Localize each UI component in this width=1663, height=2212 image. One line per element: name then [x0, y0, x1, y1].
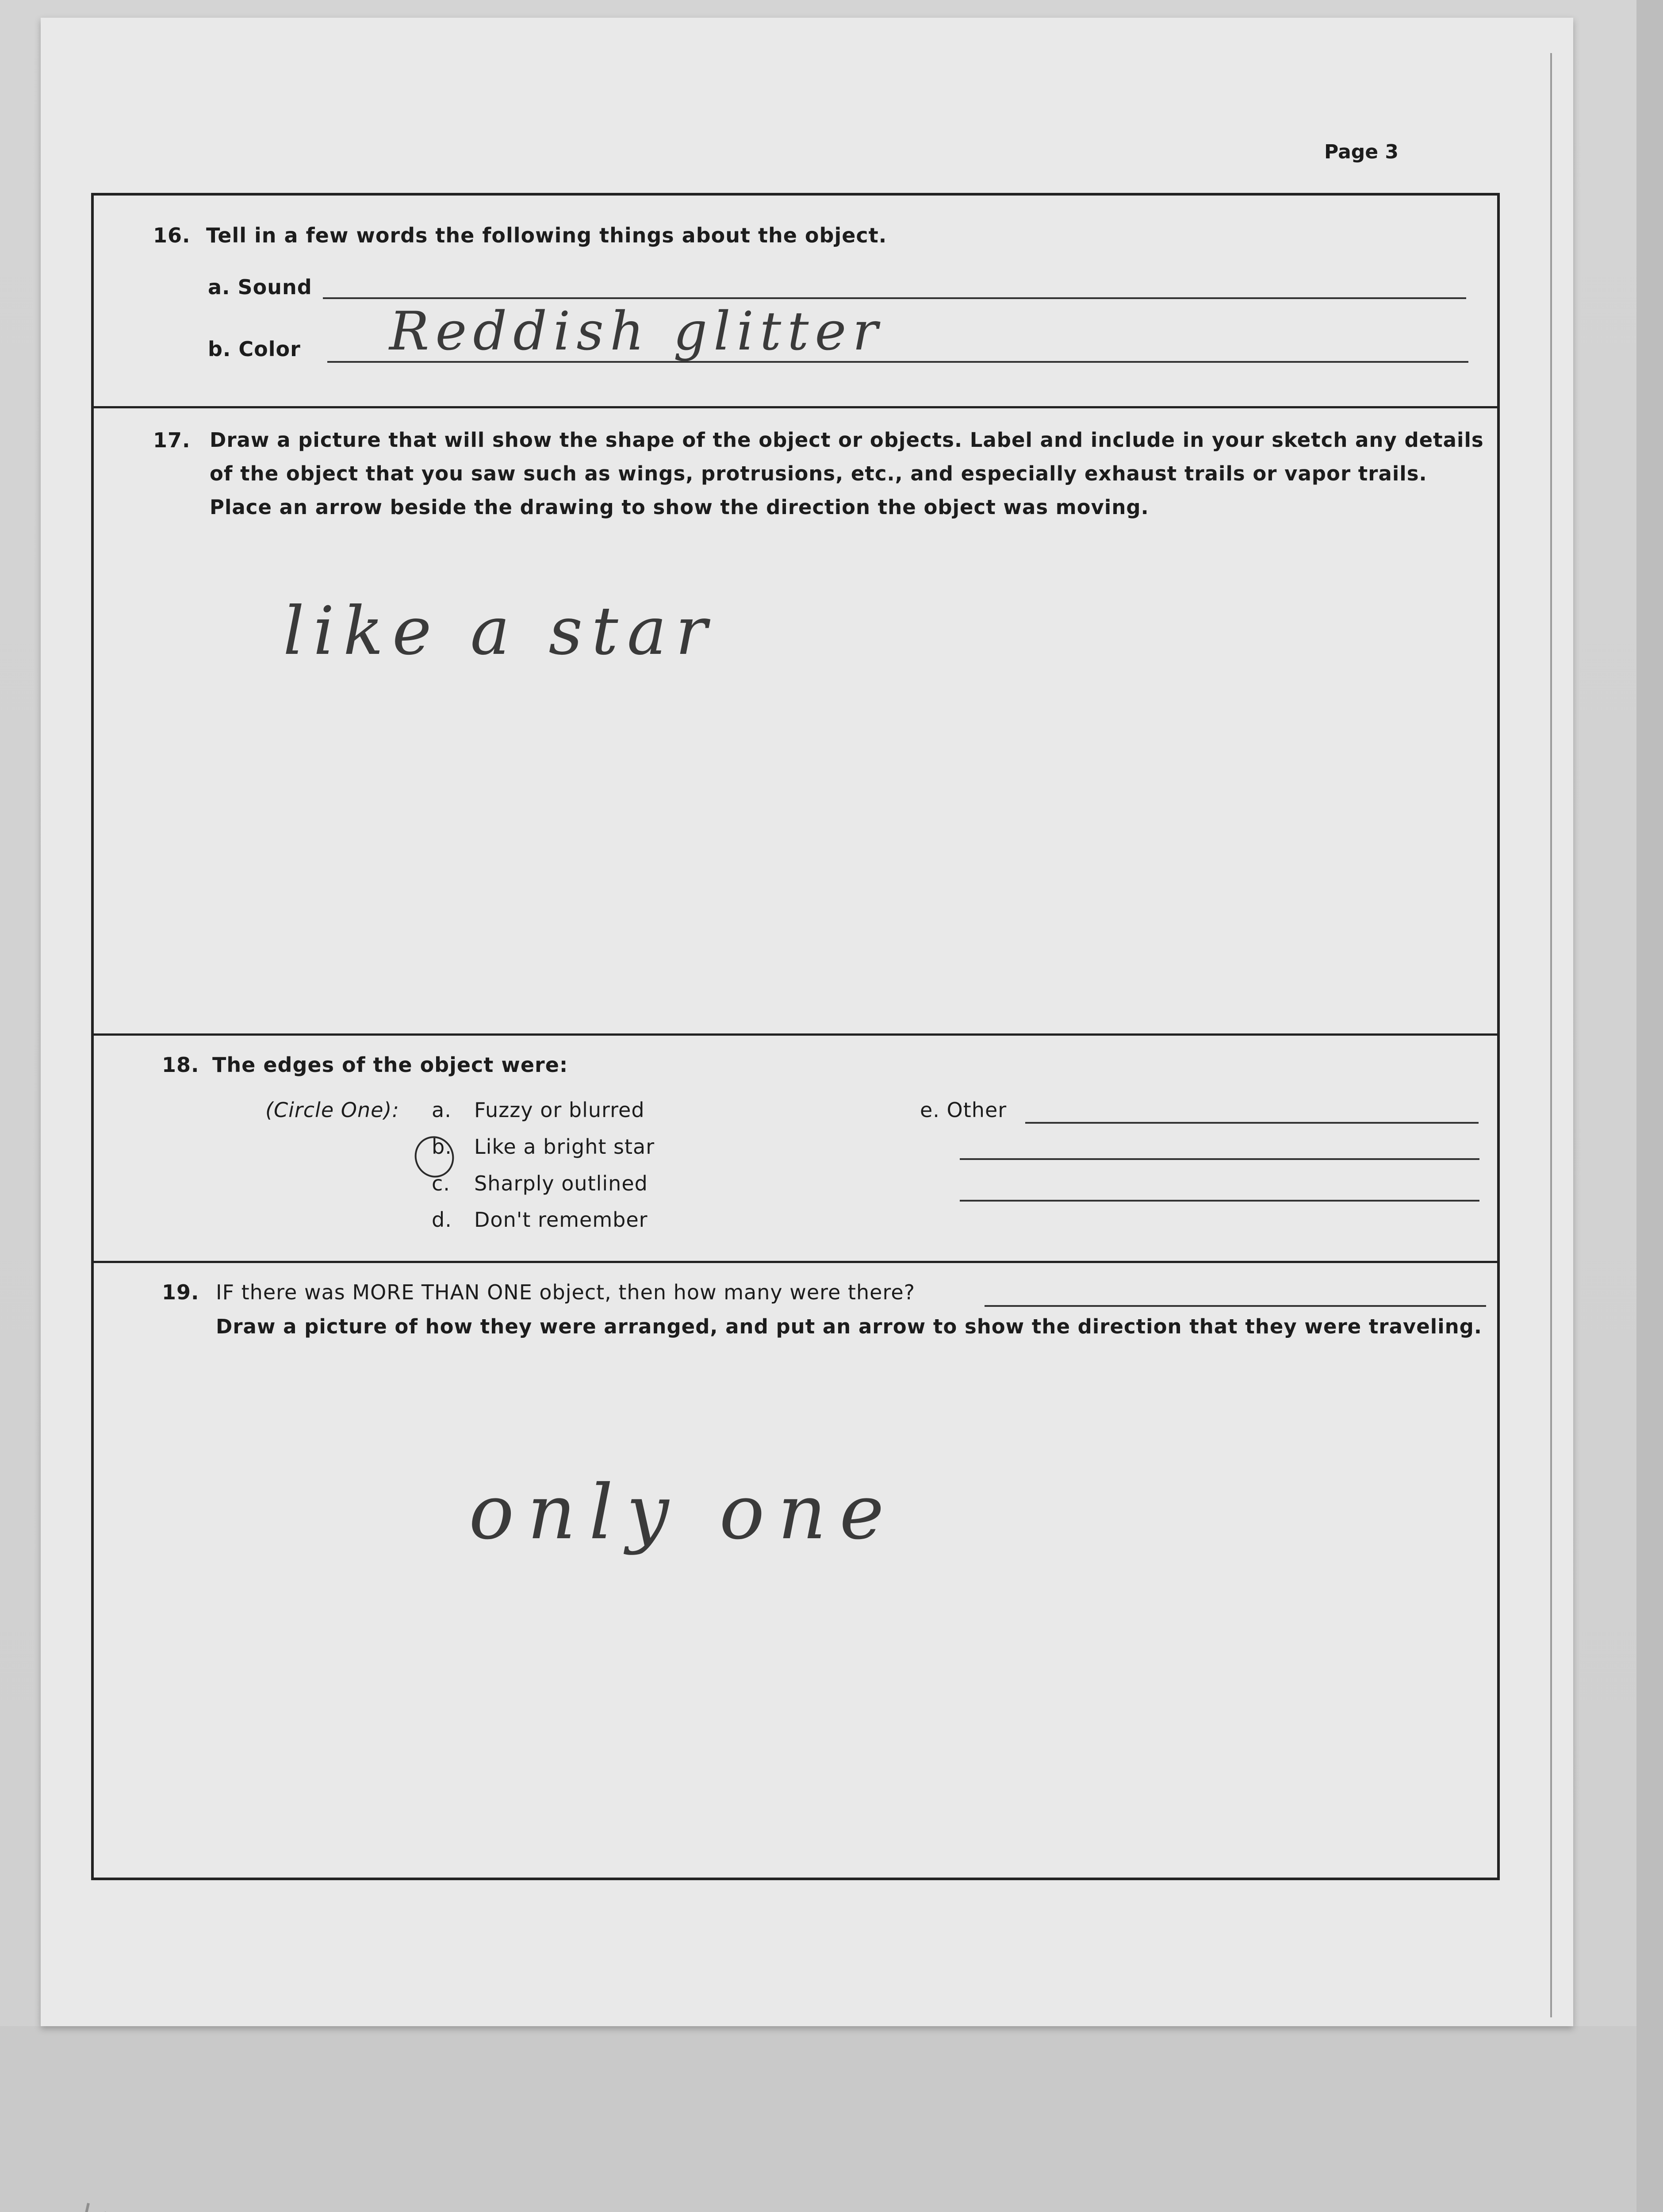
- q19-count-line: [985, 1305, 1486, 1307]
- q17-line2: of the object that you saw such as wings, protrusions, etc., and especially exhaust trails or vapor trails.: [210, 462, 1427, 485]
- q16-color-answer: Reddish glitter: [389, 301, 884, 362]
- q18-option-c-letter: c.: [432, 1171, 450, 1195]
- q19-answer: only one: [469, 1469, 897, 1556]
- q18-option-a-text: Fuzzy or blurred: [474, 1098, 645, 1122]
- q18-number: 18.: [162, 1053, 199, 1077]
- q18-instruction: (Circle One):: [265, 1098, 399, 1122]
- divider-18-19: [91, 1261, 1500, 1263]
- q18-option-a-letter: a.: [432, 1098, 452, 1122]
- q18-other-line-1: [1025, 1122, 1479, 1124]
- q17-answer: like a star: [283, 593, 716, 670]
- q16-color-label: b. Color: [208, 337, 301, 361]
- q17-line3: Place an arrow beside the drawing to show the direction the object was moving.: [210, 495, 1149, 519]
- q16-prompt: Tell in a few words the following things about the object.: [206, 223, 887, 247]
- page-edge-line: [1550, 53, 1552, 2017]
- q17-line1: Draw a picture that will show the shape of the object or objects. Label and include in your sketch any details: [210, 428, 1484, 452]
- q18-other-line-2: [960, 1158, 1479, 1160]
- page-number: Page 3: [1324, 141, 1399, 163]
- q18-other-line-3: [960, 1200, 1479, 1202]
- q16-number: 16.: [153, 223, 191, 247]
- q18-other-label: e. Other: [920, 1098, 1007, 1122]
- q18-option-d-letter: d.: [432, 1208, 452, 1232]
- q18-option-d-text: Don't remember: [474, 1208, 648, 1232]
- scan-edge-right: [1636, 0, 1663, 2212]
- q18-option-c-text: Sharply outlined: [474, 1171, 648, 1195]
- q18-option-b-letter: b.: [432, 1135, 452, 1159]
- q18-option-b-text: Like a bright star: [474, 1135, 655, 1159]
- q17-number: 17.: [153, 428, 191, 452]
- q18-prompt: The edges of the object were:: [212, 1053, 568, 1077]
- scan-scratch-marks: [35, 2177, 177, 2212]
- scanner-backdrop: [0, 2026, 1663, 2212]
- q19-number: 19.: [162, 1280, 199, 1304]
- q19-line1: IF there was MORE THAN ONE object, then how many were there?: [216, 1280, 916, 1304]
- divider-16-17: [91, 406, 1500, 408]
- q16-sound-label: a. Sound: [208, 275, 312, 299]
- divider-17-18: [91, 1033, 1500, 1036]
- q16-sound-line: [323, 297, 1466, 299]
- q19-line2: Draw a picture of how they were arranged, and put an arrow to show the direction that they were traveling.: [216, 1315, 1482, 1338]
